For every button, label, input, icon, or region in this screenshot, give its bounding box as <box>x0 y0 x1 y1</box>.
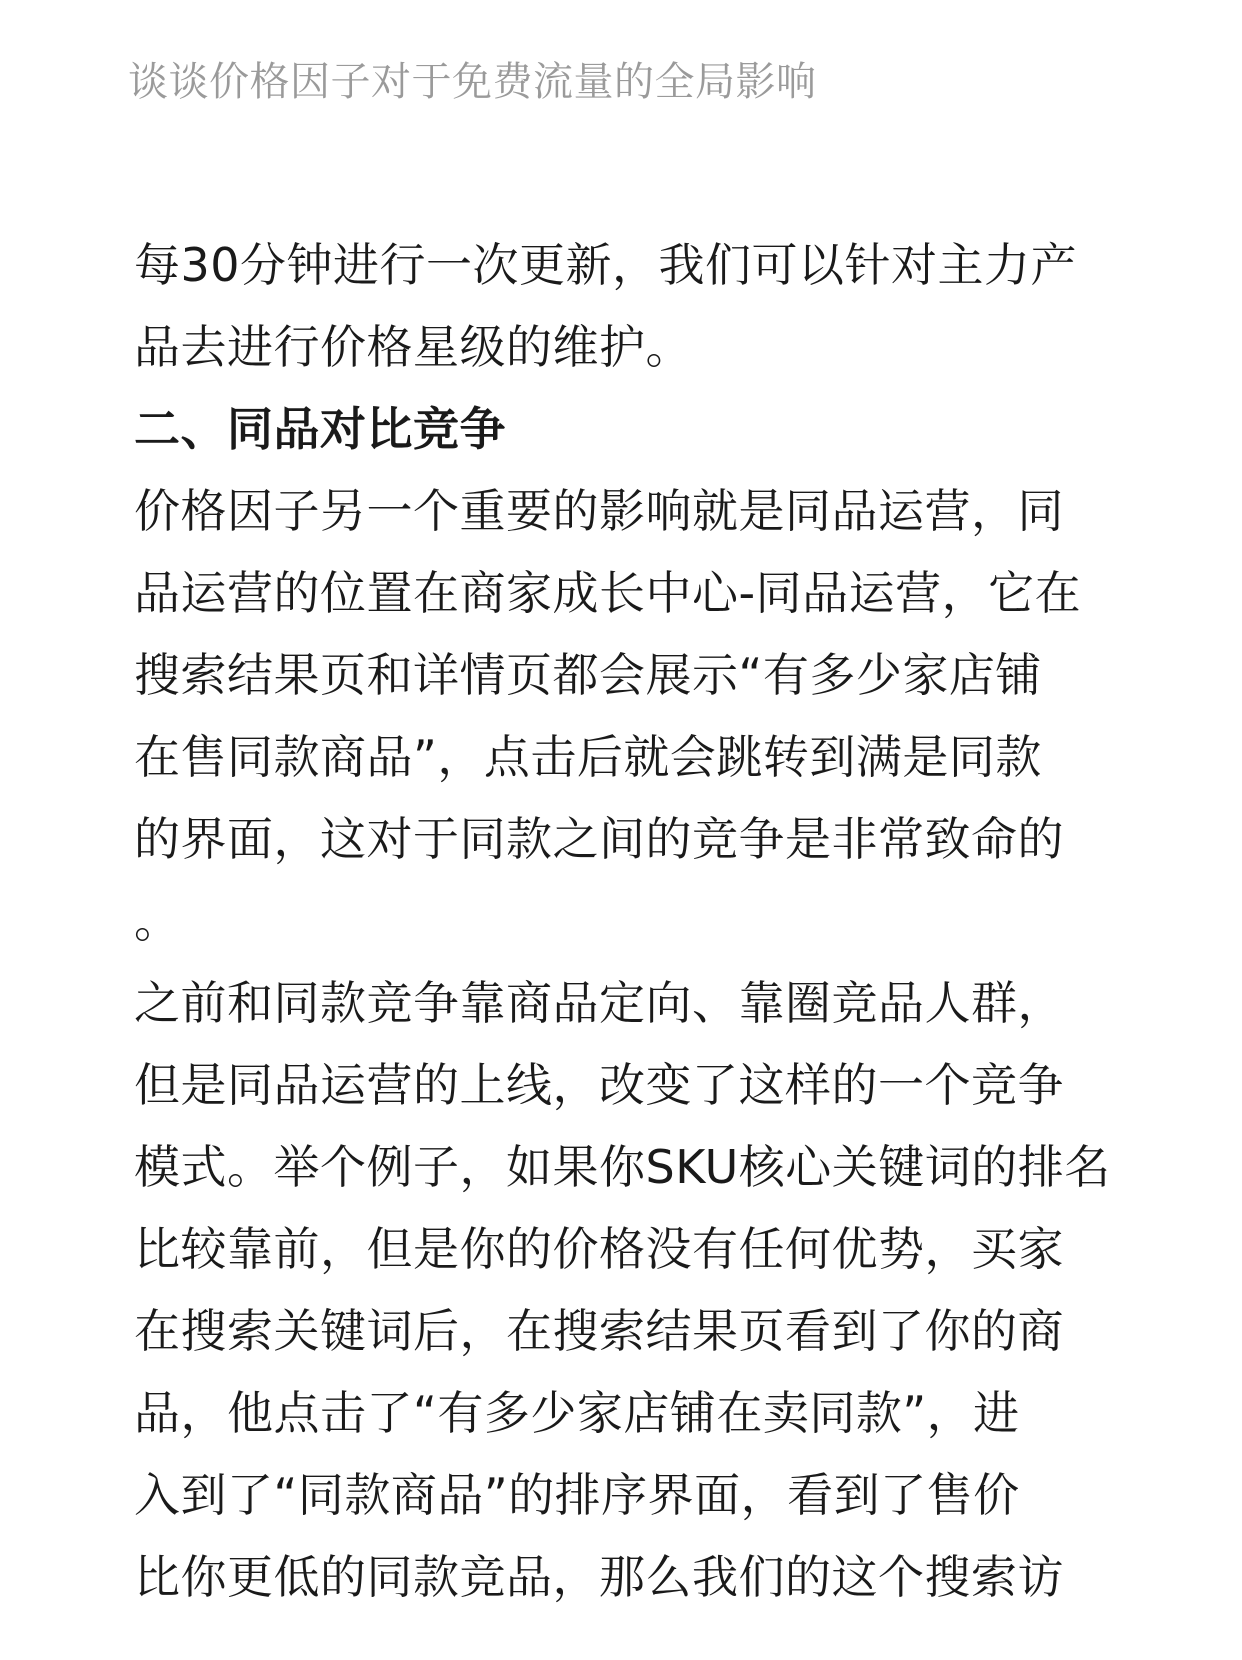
paragraph-line: 搜索结果页和详情页都会展示“有多少家店铺 <box>134 648 1042 702</box>
paragraph-line: 品运营的位置在商家成长中心-同品运营，它在 <box>134 566 1082 620</box>
paragraph-line: 但是同品运营的上线，改变了这样的一个竞争 <box>134 1058 1064 1112</box>
article-body <box>134 224 1134 1618</box>
paragraph-line: 在搜索关键词后，在搜索结果页看到了你的商 <box>134 1304 1064 1358</box>
paragraph-line: 比你更低的同款竞品，那么我们的这个搜索访 <box>134 1550 1064 1604</box>
paragraph-line: 品去进行价格星级的维护。 <box>134 320 692 374</box>
paragraph-line: 模式。举个例子，如果你SKU核心关键词的排名 <box>134 1140 1111 1194</box>
paragraph-line: 的界面，这对于同款之间的竞争是非常致命的 <box>134 812 1064 866</box>
paragraph-line: 价格因子另一个重要的影响就是同品运营，同 <box>134 484 1064 538</box>
paragraph-line: 。 <box>134 894 181 948</box>
section-heading: 二、同品对比竞争 <box>134 402 506 456</box>
paragraph-line: 每30分钟进行一次更新，我们可以针对主力产 <box>134 238 1078 292</box>
paragraph-line: 比较靠前，但是你的价格没有任何优势，买家 <box>134 1222 1064 1276</box>
article-title: 谈谈价格因子对于免费流量的全局影响 <box>128 59 817 105</box>
paragraph-line: 之前和同款竞争靠商品定向、靠圈竞品人群， <box>134 976 1064 1030</box>
paragraph-line: 在售同款商品”，点击后就会跳转到满是同款 <box>134 730 1042 784</box>
paragraph-line: 品，他点击了“有多少家店铺在卖同款”，进 <box>134 1386 1020 1440</box>
paragraph-line: 入到了“同款商品”的排序界面，看到了售价 <box>134 1468 1020 1522</box>
